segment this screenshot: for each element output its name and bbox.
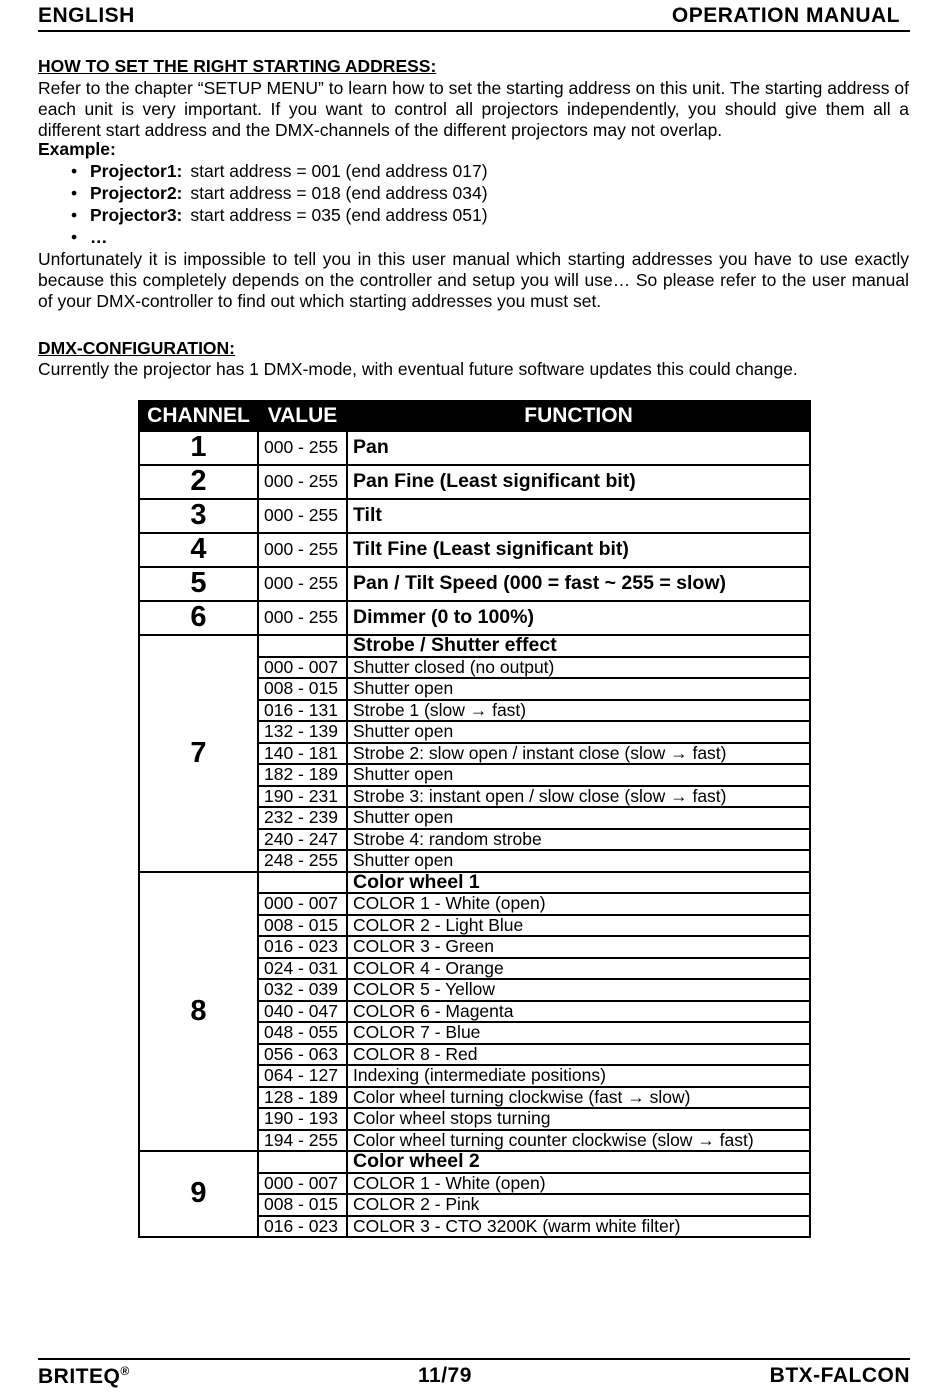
value-range: 032 - 039 — [258, 979, 347, 1001]
function-group-title: Color wheel 1 — [347, 872, 810, 894]
function-text: Shutter closed (no output) — [347, 657, 810, 679]
example-label: Example: — [38, 139, 116, 159]
table-row — [139, 465, 810, 499]
table-header-row — [139, 401, 810, 431]
function-group-title: Strobe / Shutter effect — [347, 635, 810, 657]
value-range: 000 - 007 — [258, 657, 347, 679]
value-range: 240 - 247 — [258, 829, 347, 851]
column-header-channel: CHANNEL — [139, 401, 258, 431]
function-group-title: Color wheel 2 — [347, 1151, 810, 1173]
list-item: • … — [38, 226, 488, 248]
channel-number: 4 — [139, 533, 258, 567]
function-text: COLOR 1 - White (open) — [347, 893, 810, 915]
value-range: 064 - 127 — [258, 1065, 347, 1087]
channel-number: 8 — [139, 872, 258, 1152]
function-text: COLOR 2 - Pink — [347, 1194, 810, 1216]
function-text: Strobe 4: random strobe — [347, 829, 810, 851]
table-row — [139, 1151, 810, 1173]
function-text: Indexing (intermediate positions) — [347, 1065, 810, 1087]
function-text: Strobe 3: instant open / slow close (slow → fast) — [347, 786, 810, 808]
value-range: 016 - 023 — [258, 1216, 347, 1238]
dmx-channel-table — [138, 400, 811, 1238]
function-text: Tilt — [347, 499, 810, 533]
column-header-function: FUNCTION — [347, 401, 810, 431]
value-range: 024 - 031 — [258, 958, 347, 980]
page-footer — [38, 1358, 910, 1396]
function-text: Color wheel turning clockwise (fast → slow) — [347, 1087, 810, 1109]
starting-address-paragraph: Refer to the chapter “SETUP MENU” to learn how to set the starting address on this unit. The starting address of each unit is very important. If you want to control all projectors independently, you should give them all a different start address and the DMX-channels of the different projectors may not overlap. — [38, 78, 909, 140]
function-text: Pan — [347, 431, 810, 465]
function-text: Color wheel turning counter clockwise (slow → fast) — [347, 1130, 810, 1152]
starting-address-note-paragraph: Unfortunately it is impossible to tell you in this user manual which starting addresses you have to use exactly because this completely depends on the controller and setup you will use… So please refer to the user manual of your DMX-controller to find out which starting addresses you must set. — [38, 249, 909, 311]
value-range: 000 - 255 — [258, 499, 347, 533]
list-item: • Projector2: start address = 018 (end address 034) — [38, 182, 488, 204]
function-text: COLOR 2 - Light Blue — [347, 915, 810, 937]
table-row — [139, 635, 810, 657]
value-range: 190 - 231 — [258, 786, 347, 808]
footer-page-number: 11/79 — [418, 1364, 472, 1387]
value-range: 016 - 131 — [258, 700, 347, 722]
value-range: 132 - 139 — [258, 721, 347, 743]
value-range: 000 - 255 — [258, 431, 347, 465]
list-item: • Projector1: start address = 001 (end address 017) — [38, 160, 488, 182]
function-text: COLOR 7 - Blue — [347, 1022, 810, 1044]
value-range: 000 - 255 — [258, 567, 347, 601]
value-range: 008 - 015 — [258, 915, 347, 937]
function-text: Shutter open — [347, 678, 810, 700]
value-range: 000 - 007 — [258, 893, 347, 915]
value-range: 248 - 255 — [258, 850, 347, 872]
table-body — [139, 431, 810, 1237]
value-range: 008 - 015 — [258, 1194, 347, 1216]
page-header — [38, 2, 910, 32]
section-heading-starting-address: HOW TO SET THE RIGHT STARTING ADDRESS: — [38, 56, 437, 76]
channel-number: 5 — [139, 567, 258, 601]
value-range: 182 - 189 — [258, 764, 347, 786]
function-text: Shutter open — [347, 850, 810, 872]
table-row — [139, 601, 810, 635]
function-text: Tilt Fine (Least significant bit) — [347, 533, 810, 567]
function-text: Color wheel stops turning — [347, 1108, 810, 1130]
channel-number: 7 — [139, 635, 258, 872]
header-doc-title: OPERATION MANUAL — [671, 4, 900, 27]
value-range: 140 - 181 — [258, 743, 347, 765]
function-text: Strobe 1 (slow → fast) — [347, 700, 810, 722]
function-text: COLOR 3 - CTO 3200K (warm white filter) — [347, 1216, 810, 1238]
value-range: 000 - 255 — [258, 465, 347, 499]
value-range: 190 - 193 — [258, 1108, 347, 1130]
list-item: • Projector3: start address = 035 (end address 051) — [38, 204, 488, 226]
table-row — [139, 567, 810, 601]
value-range: 000 - 255 — [258, 601, 347, 635]
value-range: 056 - 063 — [258, 1044, 347, 1066]
channel-number: 9 — [139, 1151, 258, 1237]
channel-number: 6 — [139, 601, 258, 635]
value-range-empty — [258, 635, 347, 657]
table-row — [139, 431, 810, 465]
value-range: 040 - 047 — [258, 1001, 347, 1023]
function-text: COLOR 1 - White (open) — [347, 1173, 810, 1195]
function-text: Dimmer (0 to 100%) — [347, 601, 810, 635]
footer-brand: BRITEQ® — [38, 1364, 130, 1388]
value-range: 016 - 023 — [258, 936, 347, 958]
value-range: 008 - 015 — [258, 678, 347, 700]
function-text: Shutter open — [347, 764, 810, 786]
value-range: 232 - 239 — [258, 807, 347, 829]
function-text: Shutter open — [347, 721, 810, 743]
value-range: 000 - 007 — [258, 1173, 347, 1195]
channel-number: 2 — [139, 465, 258, 499]
value-range: 000 - 255 — [258, 533, 347, 567]
channel-number: 3 — [139, 499, 258, 533]
function-text: COLOR 4 - Orange — [347, 958, 810, 980]
value-range-empty — [258, 872, 347, 894]
value-range-empty — [258, 1151, 347, 1173]
section-heading-dmx-configuration: DMX-CONFIGURATION: — [38, 338, 236, 358]
function-text: COLOR 3 - Green — [347, 936, 810, 958]
function-text: Shutter open — [347, 807, 810, 829]
projector-examples-list — [38, 160, 488, 248]
value-range: 048 - 055 — [258, 1022, 347, 1044]
function-text: Pan Fine (Least significant bit) — [347, 465, 810, 499]
channel-number: 1 — [139, 431, 258, 465]
function-text: COLOR 8 - Red — [347, 1044, 810, 1066]
function-text: Pan / Tilt Speed (000 = fast ~ 255 = slow) — [347, 567, 810, 601]
value-range: 128 - 189 — [258, 1087, 347, 1109]
function-text: COLOR 6 - Magenta — [347, 1001, 810, 1023]
table-row — [139, 533, 810, 567]
header-language: ENGLISH — [38, 4, 135, 27]
table-row — [139, 872, 810, 894]
function-text: COLOR 5 - Yellow — [347, 979, 810, 1001]
function-text: Strobe 2: slow open / instant close (slow → fast) — [347, 743, 810, 765]
table-row — [139, 499, 810, 533]
footer-model: BTX-FALCON — [769, 1364, 910, 1387]
value-range: 194 - 255 — [258, 1130, 347, 1152]
dmx-configuration-paragraph: Currently the projector has 1 DMX-mode, with eventual future software updates this could change. — [38, 359, 798, 379]
column-header-value: VALUE — [258, 401, 347, 431]
